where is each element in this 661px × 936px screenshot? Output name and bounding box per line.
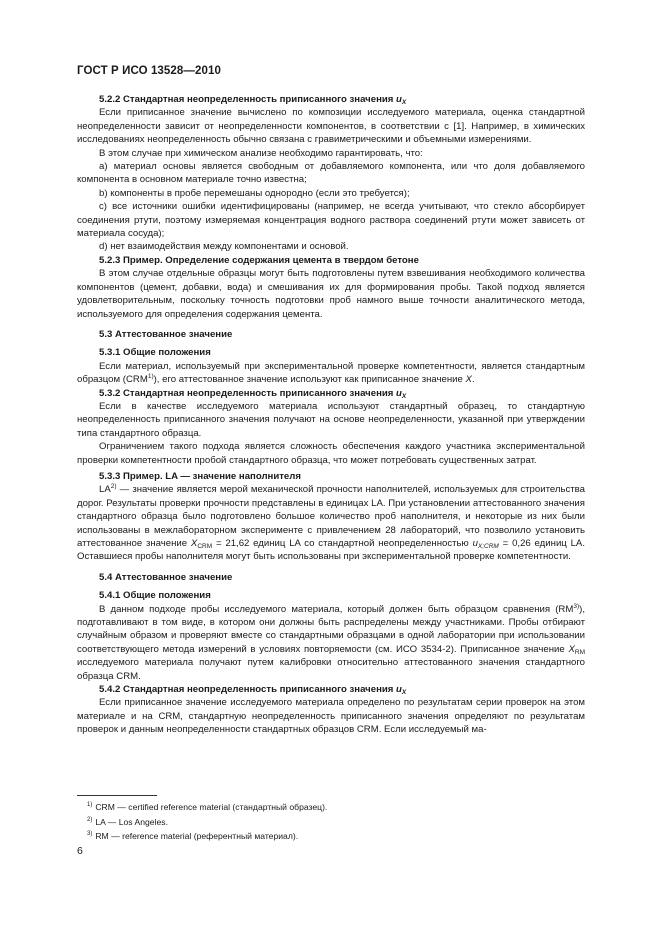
paragraph: Если в качестве исследуемого материала используют стандартный образец, то стандартную неопределенность приписанного значения получают на основе неопределенности, указанной при утверждении типа стандартного образца.: [77, 400, 585, 439]
body-text: [77, 90, 585, 737]
paragraph: Если приписанное значение исследуемого материала определено по результатам серии проверок на этом материале и на CRM, стандартную неопределенность приписанного значения определяют по результатам проверок и данным неопределенности стандартных образцов CRM. Если исследуемый ма-: [77, 697, 585, 736]
section-heading-5-2-3: 5.2.3 Пример. Определение содержания цемента в твердом бетоне: [99, 254, 419, 266]
footnote: $^{2)}$ LA — Los Angeles.: [87, 816, 168, 827]
paragraph: В данном подходе пробы исследуемого материала, который должен быть образцом сравнения (RM$^{3)}$), подготавливают в том виде, в котором они должны быть распределены между участниками. Пробы отбирают случайным образом и проверяют вместе со стандартными образцами в одной лаборатории при использовании соответствующего метода измерений в условиях повторяемости (см. ИСО 3534-2). Приписанное значение $X_{RM}$ исследуемого материала получают путем калибровки относительно аттестованного значения стандартного образца CRM.: [77, 602, 585, 682]
section-heading-5-3-2: 5.3.2 Стандартная неопределенность приписанного значения $u_X$: [99, 387, 407, 400]
list-item: a) материал основы является свободным от добавляемого компонента, или что доля добавляемого компонента в основном материале точно известна;: [77, 161, 585, 186]
section-heading-5-4-1: 5.4.1 Общие положения: [99, 590, 211, 602]
section-heading-5-3-1: 5.3.1 Общие положения: [99, 347, 211, 359]
section-heading-5-4: 5.4 Аттестованное значение: [99, 571, 233, 583]
section-heading-5-4-2: 5.4.2 Стандартная неопределенность приписанного значения $u_X$: [99, 684, 407, 697]
page-number: 6: [77, 845, 83, 857]
list-item: b) компоненты в пробе перемешаны однородно (если это требуется);: [99, 187, 410, 199]
paragraph: Если приписанное значение вычислено по композиции исследуемого материала, оценка стандартной неопределенности зависит от неопределенности компонентов, в соответствии с [1]. Например, в химических исследованиях неопределенность обычно связана с гравиметрическими и объемными измерениями.: [77, 107, 585, 146]
page-header: ГОСТ Р ИСО 13528—2010: [77, 65, 222, 77]
list-item: d) нет взаимодействия между компонентами и основой.: [99, 241, 349, 253]
footnote-separator: [77, 795, 157, 796]
section-heading-5-2-2: 5.2.2 Стандартная неопределенность приписанного значения $u_X$: [99, 94, 407, 106]
section-heading-5-3-3: 5.3.3 Пример. LA — значение наполнителя: [99, 470, 301, 482]
paragraph: Если материал, используемый при экспериментальной проверке компетентности, является стандартным образцом (CRM$^{1)}$), его аттестованное значение используют как приписанное значение X.: [77, 360, 585, 386]
section-heading-5-3: 5.3 Аттестованное значение: [99, 328, 233, 340]
paragraph: Ограничением такого подхода является сложность обеспечения каждого участника экспериментальной проверки компетентности пробой стандартного образца, что может потребовать существенных затрат.: [77, 441, 585, 466]
paragraph: LA$^{2)}$ — значение является мерой механической прочности наполнителей, используемых для строительства дорог. Результаты проверки прочности представлены в единицах LA. При установлении аттестованного значения стандартного образца было подготовлено большое количество проб наполнителя, и некоторые из них были использованы в межлабораторном эксперименте с привлечением 28 лабораторий, что позволило установить аттестованное значение $X_{CRM} = 21,62$ единиц LA со стандартной неопределенностью $u_{X;CRM} = 0,26$ единиц LA. Оставшиеся пробы наполнителя могут быть использованы при экспериментальной проверке компетентности.: [77, 483, 586, 563]
footnote: $^{3)}$ RM — reference material (референтный материал).: [87, 831, 299, 841]
paragraph: В этом случае отдельные образцы могут быть подготовлены путем взвешивания необходимого количества компонентов (цемент, добавки, вода) и смешивания их для формирования пробы. Такой подход является удовлетворительным, поскольку точность подготовки проб намного выше точности аналитического метода, используемого для определения содержания цемента.: [77, 268, 585, 320]
footnote: $^{1)}$ CRM — certified reference material (стандартный образец).: [87, 802, 328, 812]
list-item: c) все источники ошибки идентифицированы (например, не всегда учитывают, что стекло абсорбирует соединения ртути, поэтому измеряемая концентрация водного раствора соединений ртути может зависеть от материала сосуда);: [77, 201, 585, 240]
paragraph: В этом случае при химическом анализе необходимо гарантировать, что:: [99, 147, 423, 159]
footnotes: [77, 800, 327, 844]
